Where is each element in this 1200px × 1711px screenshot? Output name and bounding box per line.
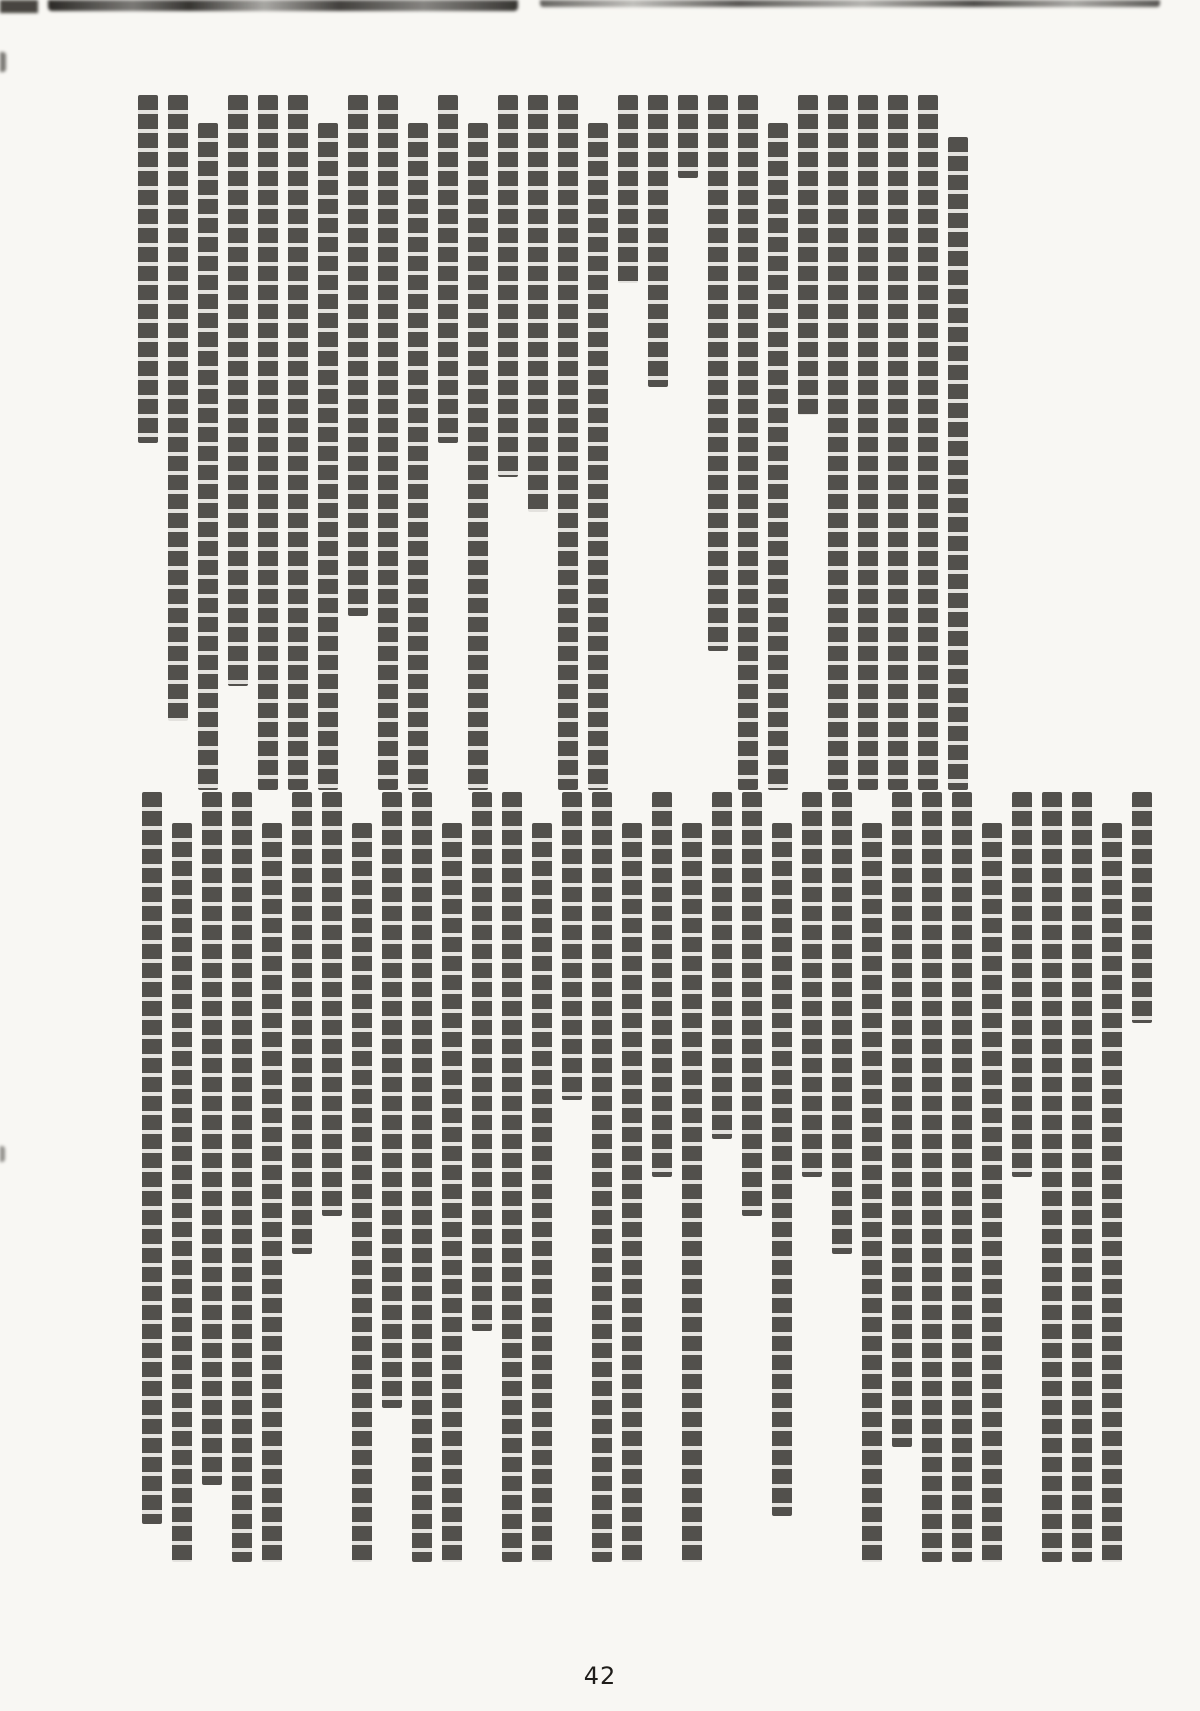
redacted-text-column xyxy=(922,792,942,1562)
redacted-text-column xyxy=(858,95,878,790)
scan-artifact-left-edge xyxy=(0,1146,5,1162)
redacted-text-column xyxy=(562,792,582,1100)
redacted-text-column xyxy=(532,823,552,1562)
redacted-text-column xyxy=(772,823,792,1516)
redacted-text-column xyxy=(498,95,518,477)
redacted-text-column xyxy=(138,95,158,443)
vertical-text-block-top xyxy=(128,95,968,790)
scan-artifact-top-edge xyxy=(540,0,1160,7)
redacted-text-column xyxy=(228,95,248,686)
redacted-text-column xyxy=(862,823,882,1562)
redacted-text-column xyxy=(472,792,492,1331)
redacted-text-column xyxy=(1132,792,1152,1023)
redacted-text-column xyxy=(408,123,428,790)
redacted-text-column xyxy=(918,95,938,790)
redacted-text-column xyxy=(1012,792,1032,1177)
redacted-text-column xyxy=(948,137,968,790)
redacted-text-column xyxy=(168,95,188,721)
redacted-text-column xyxy=(682,823,702,1562)
redacted-text-column xyxy=(198,123,218,790)
redacted-text-column xyxy=(288,95,308,790)
redacted-text-column xyxy=(712,792,732,1139)
redacted-text-column xyxy=(832,792,852,1254)
redacted-text-column xyxy=(142,792,162,1524)
redacted-text-column xyxy=(438,95,458,443)
scan-artifact-top-edge xyxy=(48,0,518,11)
redacted-text-column xyxy=(652,792,672,1177)
redacted-text-column xyxy=(442,823,462,1562)
redacted-text-column xyxy=(802,792,822,1177)
redacted-text-column xyxy=(828,95,848,790)
redacted-text-column xyxy=(982,823,1002,1562)
redacted-text-column xyxy=(318,123,338,790)
redacted-text-column xyxy=(292,792,312,1254)
redacted-text-column xyxy=(738,95,758,790)
redacted-text-column xyxy=(412,792,432,1562)
redacted-text-column xyxy=(1042,792,1062,1562)
redacted-text-column xyxy=(232,792,252,1562)
redacted-text-column xyxy=(378,95,398,790)
redacted-text-column xyxy=(468,123,488,790)
vertical-text-block-bottom xyxy=(132,792,1152,1562)
redacted-text-column xyxy=(678,95,698,178)
redacted-text-column xyxy=(892,792,912,1447)
redacted-text-column xyxy=(262,823,282,1562)
redacted-text-column xyxy=(618,95,638,283)
redacted-text-column xyxy=(622,823,642,1562)
redacted-text-column xyxy=(528,95,548,512)
redacted-text-column xyxy=(1102,823,1122,1562)
redacted-text-column xyxy=(558,95,578,790)
redacted-text-column xyxy=(592,792,612,1562)
scan-artifact-left-edge xyxy=(0,52,6,72)
redacted-text-column xyxy=(742,792,762,1216)
redacted-text-column xyxy=(648,95,668,387)
redacted-text-column xyxy=(952,792,972,1562)
redacted-text-column xyxy=(322,792,342,1216)
redacted-text-column xyxy=(888,95,908,790)
page-number: 42 xyxy=(583,1662,617,1690)
redacted-text-column xyxy=(352,823,372,1562)
redacted-text-column xyxy=(708,95,728,651)
redacted-text-column xyxy=(202,792,222,1485)
redacted-text-column xyxy=(172,823,192,1562)
redacted-text-column xyxy=(768,123,788,790)
redacted-text-column xyxy=(588,123,608,790)
redacted-text-column xyxy=(348,95,368,616)
redacted-text-column xyxy=(502,792,522,1562)
redacted-text-column xyxy=(258,95,278,790)
scan-artifact-top-left-corner xyxy=(0,0,38,13)
redacted-text-column xyxy=(1072,792,1092,1562)
redacted-text-column xyxy=(798,95,818,415)
redacted-text-column xyxy=(382,792,402,1408)
